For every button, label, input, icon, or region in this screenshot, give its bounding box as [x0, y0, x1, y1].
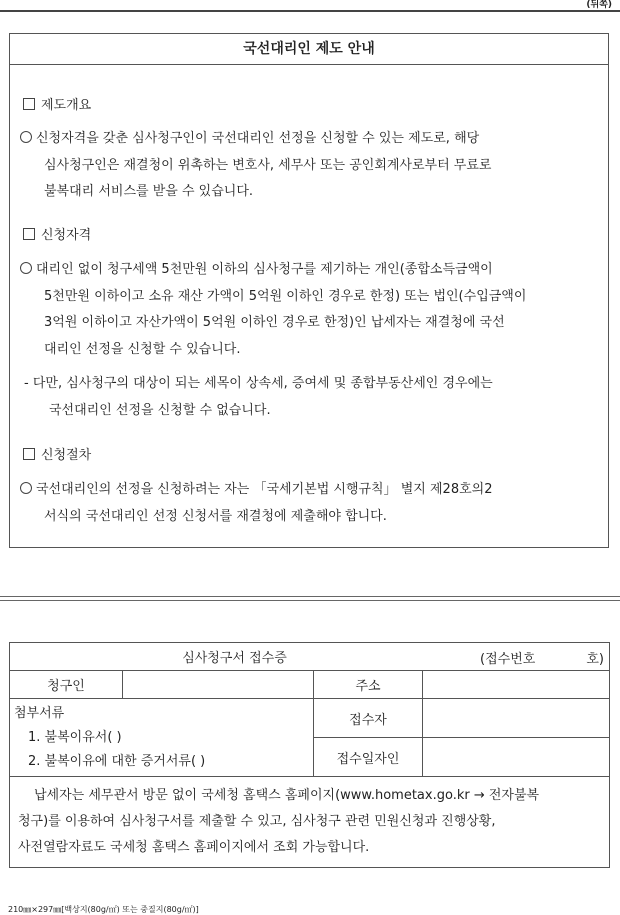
paper-spec-footer: 210㎜×297㎜[백상지(80g/㎡) 또는 중질지(80g/㎡)] [8, 905, 199, 914]
top-rule [0, 10, 620, 12]
circle-bullet-icon [20, 482, 32, 494]
receipt-title: 심사청구서 접수증 [182, 651, 287, 666]
receipt-number-label: (접수번호 [480, 652, 536, 667]
cut-line-bottom [0, 600, 620, 601]
guide-title: 국선대리인 제도 안내 [10, 34, 608, 65]
address-value-field[interactable] [423, 671, 610, 699]
guide-box [9, 33, 609, 548]
notice-cell: 납세자는 세무관서 방문 없이 국세청 홈택스 홈페이지(www.hometax.go.kr → 전자불복 청구)를 이용하여 심사청구서를 제출할 수 있고, 심사청구 관련 민원신청과 진행상황, 사전열람자료도 국세청 홈택스 홈페이지에서 조회 가능합니다. [10, 777, 610, 868]
eligibility-exception: - 다만, 심사청구의 대상이 되는 세목이 상속세, 증여세 및 종합부동산세인 경우에는 국선대리인 선정을 신청할 수 없습니다. [24, 376, 493, 418]
receipt-table [9, 642, 610, 868]
receiver-value-field[interactable] [423, 699, 610, 738]
section-heading-overview: 제도개요 [23, 94, 91, 113]
attachment-item-1: 1. 불복이유서( ) [28, 730, 122, 745]
circle-bullet-icon [20, 262, 32, 274]
attachment-item-2: 2. 불복이유에 대한 증거서류( ) [28, 754, 206, 769]
circle-bullet-icon [20, 131, 32, 143]
overview-bullet: 신청자격을 갖춘 심사청구인이 국선대리인 선정을 신청할 수 있는 제도로, 해당 심사청구인은 재결청이 위촉하는 변호사, 세무사 또는 공인회계사로부터 무료로 불복대리 서비스를 받을 수 있습니다. [20, 126, 600, 206]
attachments-label: 첨부서류 [14, 706, 65, 721]
eligibility-bullet: 대리인 없이 청구세액 5천만원 이하의 심사청구를 제기하는 개인(종합소득금액이 5천만원 이하이고 소유 재산 가액이 5억원 이하인 경우로 한정) 또는 법인(수입금액이 3억원 이하이고 자산가액이 5억원 이하인 경우로 한정)인 납세자는 재결청에 국선 대리인 선정을 신청할 수 있습니다. [20, 257, 600, 363]
checkbox-square-icon [23, 448, 35, 460]
cut-line-top [0, 596, 620, 597]
claimant-label: 청구인 [10, 671, 123, 699]
receiver-label: 접수자 [314, 699, 423, 738]
attachments-cell [10, 699, 314, 777]
receipt-number-suffix: 호) [586, 652, 604, 667]
claimant-row [10, 671, 610, 699]
receipt-title-row [10, 643, 610, 671]
checkbox-square-icon [23, 98, 35, 110]
attachments-row-1 [10, 699, 610, 738]
section-heading-procedure: 신청절차 [23, 444, 91, 463]
procedure-bullet: 국선대리인의 선정을 신청하려는 자는 「국세기본법 시행규칙」 별지 제28호의2 서식의 국선대리인 선정 신청서를 재결청에 제출해야 합니다. [20, 477, 600, 530]
back-side-label: (뒤쪽) [586, 0, 612, 10]
receipt-date-stamp-label: 접수일자인 [314, 738, 423, 777]
checkbox-square-icon [23, 228, 35, 240]
claimant-value-field[interactable] [123, 671, 314, 699]
address-label: 주소 [314, 671, 423, 699]
receipt-date-stamp-field[interactable] [423, 738, 610, 777]
notice-row [10, 777, 610, 868]
section-heading-eligibility: 신청자격 [23, 224, 91, 243]
